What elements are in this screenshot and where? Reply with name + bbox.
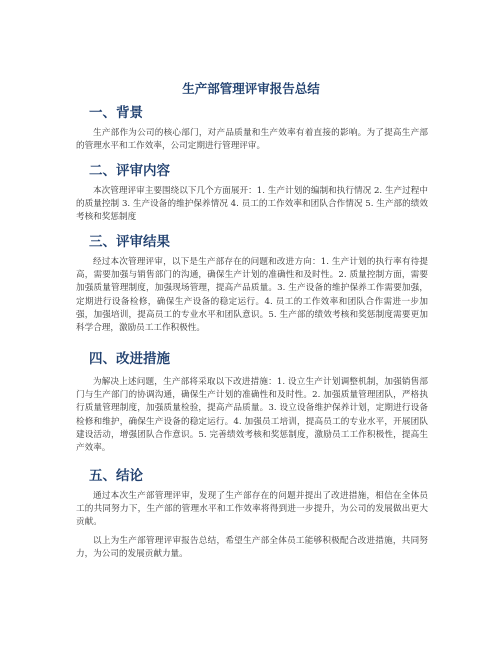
- background-paragraph: 生产部作为公司的核心部门，对产品质量和生产效率有着直接的影响。为了提高生产部的管理水平和工作效率，公司定期进行管理评审。: [76, 128, 428, 152]
- review-results-paragraph: 经过本次管理评审，以下是生产部存在的问题和改进方向：1. 生产计划的执行率有待提高，需要加强与销售部门的沟通，确保生产计划的准确性和及时性。2. 质量控制方面，需要加强质量管理制度，加强现场管理，提高产品质量。3. 生产设备的维护保养工作需要加强，定期进行设备检修，确保生产设备的稳定运行。4. 员工的工作效率和团队合作需进一步加强，加强培训，提高员工的专业水平和团队意识。5. 生产部的绩效考核和奖惩制度需要更加科学合理，激励员工工作积极性。: [76, 257, 428, 334]
- improvement-measures-paragraph: 为解决上述问题，生产部将采取以下改进措施：1. 设立生产计划调整机制，加强销售部门与生产部门的协调沟通，确保生产计划的准确性和及时性。2. 加强质量管理团队，严格执行质量管理制度，加强质量检验，提高产品质量。3. 设立设备维护保养计划，定期进行设备检修和维护，确保生产设备的稳定运行。4. 加强员工培训，提高员工的专业水平，开展团队建设活动，增强团队合作意识。5. 完善绩效考核和奖惩制度，激励员工工作积极性，提高生产效率。: [76, 377, 428, 454]
- document-title: 生产部管理评审报告总结: [182, 81, 320, 96]
- conclusion-paragraph: 通过本次生产部管理评审，发现了生产部存在的问题并提出了改进措施，相信在全体员工的共同努力下，生产部的管理水平和工作效率将得到进一步提升，为公司的发展做出更大贡献。: [76, 491, 428, 528]
- section-heading-conclusion: 五、结论: [89, 468, 143, 484]
- section-heading-background: 一、背景: [89, 105, 143, 121]
- section-heading-improvement-measures: 四、改进措施: [89, 351, 170, 367]
- section-heading-review-results: 三、评审结果: [89, 234, 170, 250]
- closing-paragraph: 以上为生产部管理评审报告总结，希望生产部全体员工能够积极配合改进措施，共同努力，为公司的发展贡献力量。: [76, 536, 428, 560]
- review-content-paragraph: 本次管理评审主要围绕以下几个方面展开：1. 生产计划的编制和执行情况 2. 生产过程中的质量控制 3. 生产设备的维护保养情况 4. 员工的工作效率和团队合作情况 5. 生产部的绩效考核和奖惩制度: [76, 186, 428, 223]
- section-heading-review-content: 二、评审内容: [89, 163, 170, 179]
